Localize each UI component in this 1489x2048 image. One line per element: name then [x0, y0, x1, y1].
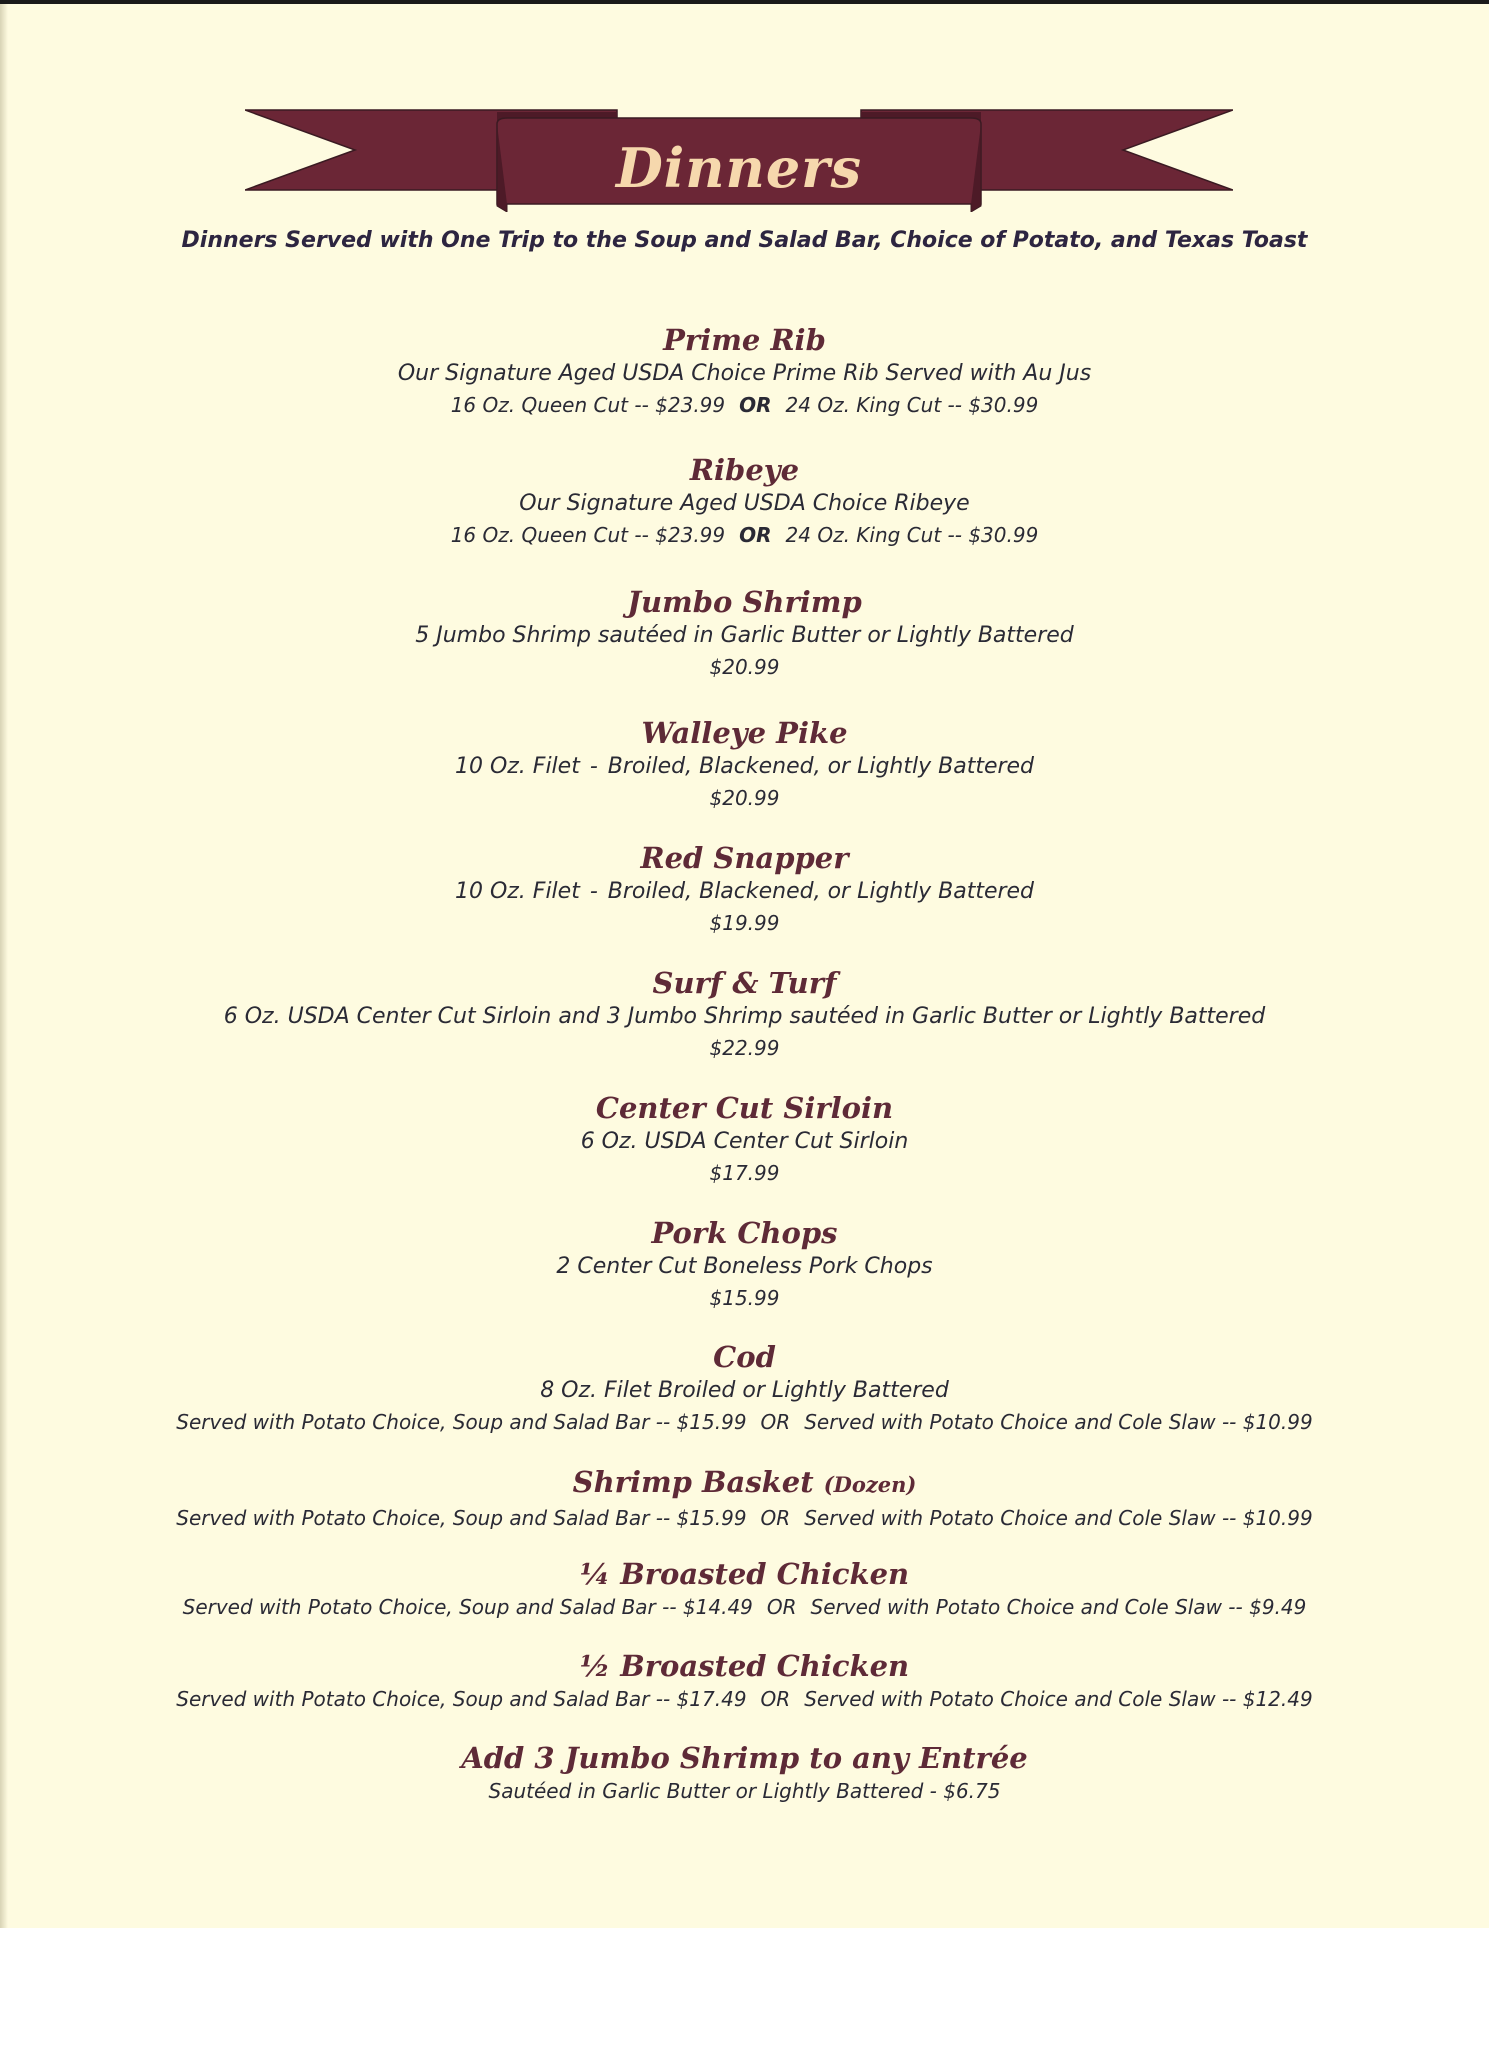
- page-title: Dinners: [615, 136, 863, 200]
- dash-separator: -: [589, 754, 598, 779]
- item-price: $17.99: [709, 1161, 780, 1185]
- menu-item-cod: [0, 1339, 1489, 1437]
- or-separator: OR: [760, 1410, 791, 1434]
- item-price-options: [0, 1407, 1489, 1437]
- menu-item-walleye-pike: [0, 715, 1489, 813]
- price-option-2: 24 Oz. King Cut -- $30.99: [785, 523, 1039, 547]
- price-option-2: Served with Potato Choice and Cole Slaw -- $12.49: [804, 1687, 1313, 1711]
- item-price-options: [0, 390, 1489, 420]
- or-separator: OR: [739, 523, 772, 547]
- price-option-1: Served with Potato Choice, Soup and Salad Bar -- $14.49: [182, 1595, 753, 1619]
- price-option-2: 24 Oz. King Cut -- $30.99: [785, 393, 1039, 417]
- item-description: [0, 751, 1489, 783]
- desc-preparation: Broiled, Blackened, or Lightly Battered: [607, 879, 1035, 904]
- menu-item-ribeye: [0, 452, 1489, 550]
- dinner-subtitle: Dinners Served with One Trip to the Soup and Salad Bar, Choice of Potato, and Texas Toast: [181, 228, 1308, 253]
- or-separator: OR: [766, 1595, 797, 1619]
- price-option-1: 16 Oz. Queen Cut -- $23.99: [450, 393, 726, 417]
- menu-item-half-broasted-chicken: [0, 1648, 1489, 1714]
- item-price-options: [0, 1503, 1489, 1533]
- dinners-banner: [245, 106, 1233, 212]
- price-option-2: Served with Potato Choice and Cole Slaw -- $10.99: [804, 1410, 1313, 1434]
- menu-item-shrimp-basket: [0, 1464, 1489, 1533]
- item-name: Center Cut Sirloin: [595, 1091, 894, 1125]
- price-option-2: Served with Potato Choice and Cole Slaw -- $9.49: [810, 1595, 1307, 1619]
- item-description: 6 Oz. USDA Center Cut Sirloin and 3 Jumbo Shrimp sautéed in Garlic Butter or Lightly Battered: [223, 1004, 1266, 1029]
- price-option-1: Served with Potato Choice, Soup and Salad Bar -- $17.49: [176, 1687, 747, 1711]
- price-option-1: Served with Potato Choice, Soup and Salad Bar -- $15.99: [176, 1410, 747, 1434]
- item-name: ¼ Broasted Chicken: [579, 1557, 910, 1591]
- item-price-options: [0, 1684, 1489, 1714]
- desc-preparation: Broiled, Blackened, or Lightly Battered: [607, 754, 1035, 779]
- item-price-options: [0, 520, 1489, 550]
- scan-bottom-margin: [0, 1928, 1489, 2048]
- item-description: 8 Oz. Filet Broiled or Lightly Battered: [540, 1378, 949, 1403]
- dash-separator: -: [589, 879, 598, 904]
- menu-item-pork-chops: [0, 1215, 1489, 1313]
- menu-item-prime-rib: [0, 322, 1489, 420]
- price-option-1: 16 Oz. Queen Cut -- $23.99: [450, 523, 726, 547]
- item-name: Surf & Turf: [652, 966, 837, 1000]
- item-name: Walleye Pike: [641, 716, 848, 750]
- item-description: Our Signature Aged USDA Choice Ribeye: [519, 491, 970, 516]
- item-price: $20.99: [709, 786, 780, 810]
- menu-item-center-cut-sirloin: [0, 1090, 1489, 1188]
- item-name: Prime Rib: [663, 323, 826, 357]
- item-price-options: [0, 1592, 1489, 1622]
- item-qualifier: (Dozen): [823, 1472, 917, 1497]
- item-description: Our Signature Aged USDA Choice Prime Rib Served with Au Jus: [397, 361, 1092, 386]
- menu-item-quarter-broasted-chicken: [0, 1556, 1489, 1622]
- item-name: Ribeye: [689, 453, 800, 487]
- item-price: $19.99: [709, 911, 780, 935]
- item-price: $22.99: [709, 1036, 780, 1060]
- item-name: [0, 1464, 1489, 1503]
- item-description: 6 Oz. USDA Center Cut Sirloin: [580, 1129, 909, 1154]
- or-separator: OR: [739, 393, 772, 417]
- desc-portion: 10 Oz. Filet: [454, 754, 580, 779]
- item-name-text: Shrimp Basket: [572, 1465, 814, 1499]
- item-name: Cod: [713, 1340, 776, 1374]
- item-description: 2 Center Cut Boneless Pork Chops: [556, 1254, 933, 1279]
- item-name: ½ Broasted Chicken: [579, 1649, 910, 1683]
- item-price: $15.99: [709, 1286, 780, 1310]
- item-price: $20.99: [709, 655, 780, 679]
- price-option-2: Served with Potato Choice and Cole Slaw -- $10.99: [804, 1506, 1313, 1530]
- item-name: Add 3 Jumbo Shrimp to any Entrée: [461, 1741, 1028, 1775]
- item-name: Jumbo Shrimp: [627, 585, 862, 619]
- item-description: [0, 876, 1489, 908]
- menu-item-surf-and-turf: [0, 965, 1489, 1063]
- menu-item-red-snapper: [0, 840, 1489, 938]
- or-separator: OR: [760, 1687, 791, 1711]
- item-description: 5 Jumbo Shrimp sautéed in Garlic Butter or Lightly Battered: [415, 623, 1074, 648]
- item-name: Red Snapper: [640, 841, 849, 875]
- menu-item-add-shrimp: [0, 1740, 1489, 1806]
- item-description: Sautéed in Garlic Butter or Lightly Battered - $6.75: [488, 1779, 1001, 1803]
- or-separator: OR: [760, 1506, 791, 1530]
- item-name: Pork Chops: [651, 1216, 838, 1250]
- desc-portion: 10 Oz. Filet: [454, 879, 580, 904]
- price-option-1: Served with Potato Choice, Soup and Salad Bar -- $15.99: [176, 1506, 747, 1530]
- menu-item-jumbo-shrimp: [0, 584, 1489, 682]
